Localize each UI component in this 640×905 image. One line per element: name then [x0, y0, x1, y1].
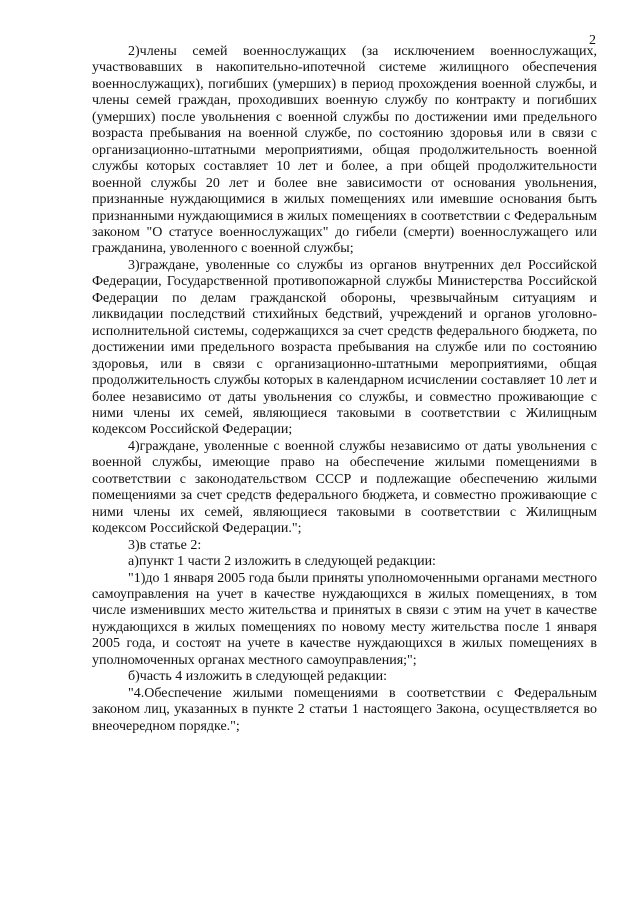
- paragraph: 3)в статье 2:: [128, 537, 202, 553]
- paragraph: а)пункт 1 части 2 изложить в следующей редакции:: [128, 554, 436, 570]
- document-body: [92, 44, 597, 735]
- page-number: 2: [589, 33, 596, 48]
- paragraph: 3)граждане, уволенные со службы из органов внутренних дел Российской Федерации, Государственной противопожарной службы Министерства Российской Федерации по делам гражданской обороны, чрезвычайным ситуациям и ликвидации последствий стихийных бедствий, учреждений и органов уголовно-исполнительной системы, содержащихся за счет средств федерального бюджета, по достижении ими предельного возраста пребывания на службе или по состоянию здоровья, или в связи с организационно-штатными мероприятиями, общая продолжительность службы которых в календарном исчислении составляет 10 лет и более независимо от даты увольнения со службы, и совместно проживающие с ними члены их семей, являющиеся таковыми в соответствии с Жилищным кодексом Российской Федерации;: [92, 257, 597, 438]
- paragraph: "1)до 1 января 2005 года были приняты уполномоченными органами местного самоуправления на учет в качестве нуждающихся в жилых помещениях, в том числе изменивших место жительства и принятых в связи с этим на учет в качестве нуждающихся в жилых помещениях по новому месту жительства после 1 января 2005 года, и состоят на учете в качестве нуждающихся в жилых помещениях в уполномоченных органах местного самоуправления;";: [92, 570, 597, 668]
- paragraph: 2)члены семей военнослужащих (за исключением военнослужащих, участвовавших в накопительно-ипотечной системе жилищного обеспечения военнослужащих), погибших (умерших) в период прохождения военной службы, и члены семей граждан, проходивших военную службу по контракту и погибших (умерших) после увольнения с военной службы по достижении ими предельного возраста пребывания на военной службе, по состоянию здоровья или в связи с организационно-штатными мероприятиями, общая продолжительность военной службы которых составляет 10 лет и более, а при общей продолжительности военной службы 20 лет и более вне зависимости от основания увольнения, признанные нуждающимися в жилых помещениях или имевшие основания быть признанными нуждающимися в жилых помещениях в соответствии с Федеральным законом "О статусе военнослужащих" до гибели (смерти) военнослужащего или гражданина, уволенного с военной службы;: [92, 44, 597, 257]
- paragraph: б)часть 4 изложить в следующей редакции:: [128, 669, 388, 685]
- paragraph: "4.Обеспечение жилыми помещениями в соответствии с Федеральным законом лиц, указанных в пункте 2 статьи 1 настоящего Закона, осуществляется во внеочередном порядке.";: [92, 685, 597, 734]
- paragraph: 4)граждане, уволенные с военной службы независимо от даты увольнения с военной службы, имеющие право на обеспечение жилыми помещениями в соответствии с законодательством СССР и подлежащие обеспечению жилыми помещениями за счет средств федерального бюджета, и совместно проживающие с ними члены их семей, являющиеся таковыми в соответствии с Жилищным кодексом Российской Федерации.";: [92, 438, 597, 537]
